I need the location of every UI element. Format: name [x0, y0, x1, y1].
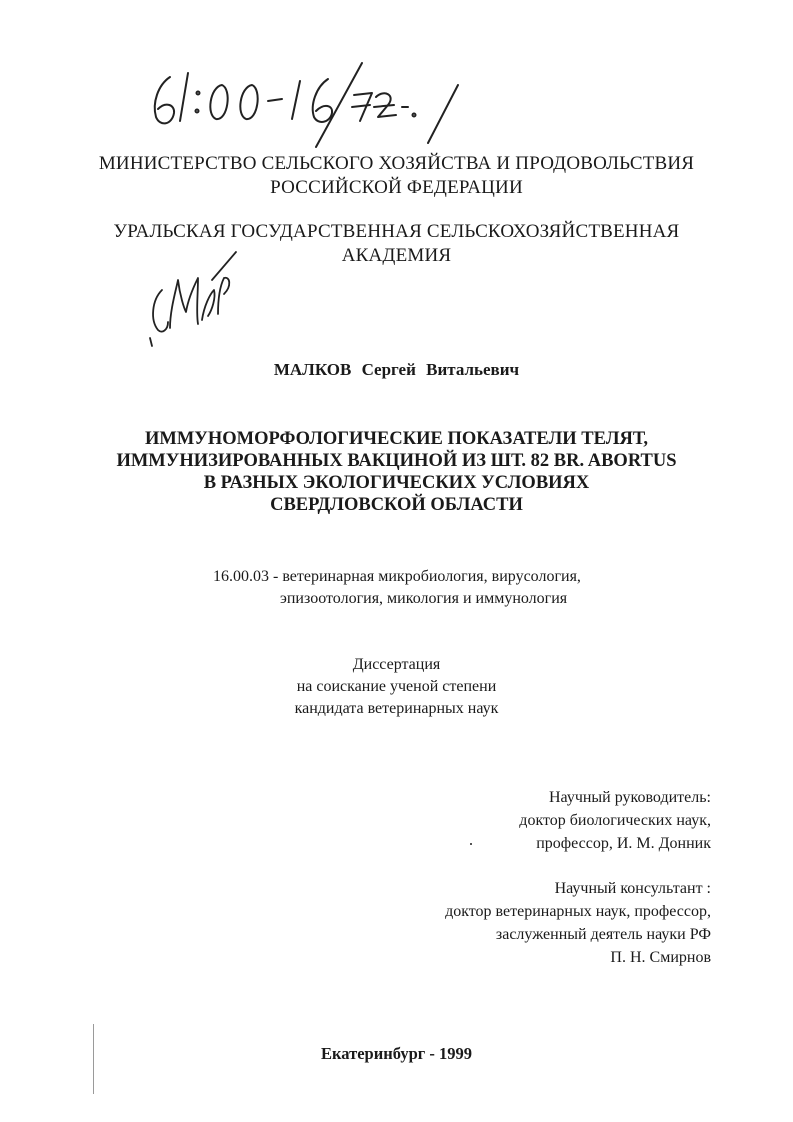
- specialty-line-2: эпизоотология, микология и иммунология: [280, 590, 568, 607]
- scan-speck: [470, 843, 472, 845]
- title-line-1: ИММУНОМОРФОЛОГИЧЕСКИЕ ПОКАЗАТЕЛИ ТЕЛЯТ,: [145, 429, 648, 449]
- academy-heading: [0, 220, 793, 268]
- consultant-block: [445, 877, 711, 969]
- supervisor-label: Научный руководитель:: [548, 789, 711, 806]
- dissertation-line-2: на соискание ученой степени: [296, 678, 497, 695]
- ministry-heading: [0, 152, 793, 200]
- title-line-2: ИММУНИЗИРОВАННЫХ ВАКЦИНОЙ ИЗ ШТ. 82 BR. ABORTUS: [116, 451, 677, 471]
- handwritten-signature: [140, 250, 250, 350]
- title-line-3: В РАЗНЫХ ЭКОЛОГИЧЕСКИХ УСЛОВИЯХ: [203, 473, 590, 493]
- academy-line-1: УРАЛЬСКАЯ ГОСУДАРСТВЕННАЯ СЕЛЬСКОХОЗЯЙСТВЕННАЯ: [113, 221, 680, 242]
- ministry-line-2: РОССИЙСКОЙ ФЕДЕРАЦИИ: [270, 177, 523, 198]
- dissertation-line-1: Диссертация: [352, 656, 441, 673]
- dissertation-degree-block: [0, 654, 793, 720]
- handwritten-registration-number: [140, 55, 480, 155]
- supervisor-degree: доктор биологических наук,: [519, 812, 711, 829]
- author-name: МАЛКОВ Сергей Витальевич: [273, 360, 520, 379]
- consultant-degree: доктор ветеринарных наук, профессор,: [445, 903, 711, 920]
- supervisor-block: [519, 786, 711, 855]
- supervisor-name: профессор, И. М. Донник: [536, 835, 711, 852]
- consultant-name: П. Н. Смирнов: [610, 949, 711, 966]
- consultant-honor: заслуженный деятель науки РФ: [495, 926, 711, 943]
- academy-line-2: АКАДЕМИЯ: [341, 245, 452, 266]
- title-line-4: СВЕРДЛОВСКОЙ ОБЛАСТИ: [270, 495, 523, 515]
- dissertation-title: [0, 428, 793, 516]
- consultant-label: Научный консультант :: [554, 880, 711, 897]
- city-year: Екатеринбург - 1999: [321, 1044, 472, 1063]
- ministry-line-1: МИНИСТЕРСТВО СЕЛЬСКОГО ХОЗЯЙСТВА И ПРОДОВОЛЬСТВИЯ: [98, 153, 695, 174]
- dissertation-line-3: кандидата ветеринарных наук: [294, 700, 499, 717]
- specialty-line-1: 16.00.03 - ветеринарная микробиология, вирусология,: [213, 568, 581, 585]
